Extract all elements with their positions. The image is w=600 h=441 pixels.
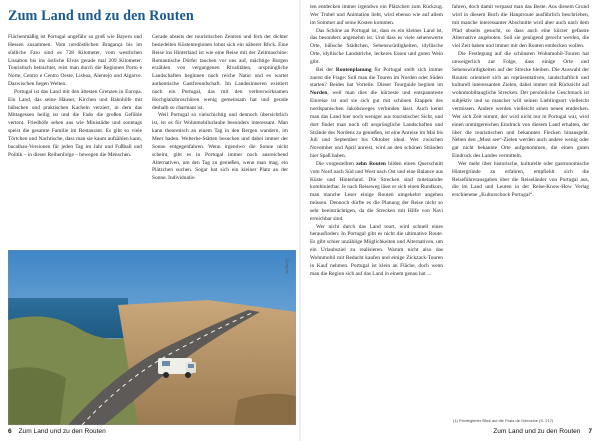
paragraph: ten entdecken immer irgendwo ein Plätzchen zum Rückzug. Wer Trubel und Animation liebt, wird ebenso wie auf allem im Sommer auf seine Kosten kommen. <box>310 4 443 26</box>
running-head-left: Zum Land und zu den Routen <box>18 428 106 435</box>
paragraph: Wer mehr über historische, kulturelle oder gastronomische Hintergründe zu erfahren, empfiehlt sich die Reiseführerausgaben über die Reiseländer von Portugal aus, die im Land und Leuten in der Reise-Know-How Verlag erschienene „Kulturschock Portugal“. <box>452 160 589 199</box>
paragraph: Gerade abseits der touristischen Zentren und fern der dichter besiedelten Küstenregionen lohnt sich ein näherer Blick. Eine Reise ins Hinterland ist wie eine Reise mit der Zeitmaschine: Romantische Dörfer tauchen vor uns auf, mächtige Burgen erzählen von vergangenen Rivalitäten, ursprüngliche Landschaften beginnen noch reiche Natur und es wartet authentische Gastfreundschaft. Im Landesinneren existiert noch ein Portugal, das mit den verbrerwirksamen Hochglanzbroschüren wenig gemeinsam hat und gerade deshalb so charmant ist. <box>152 34 288 111</box>
paragraph: Wer nicht durch das Land tourt, wird schnell eines herausfinden: In Portugal gibt es nicht die ultimative Route. Es gibt schier unzählige Möglichkeiten und Alternativen, um ein Urlaubsziel zu realisieren. Warum nicht also das Wohnmobil mit Bedacht kaufen und einige Zickzack-Touren in Kauf nehmen. Portugal ist klein an Fläche, doch wenn man die Region sich auf das Land in einem genau hat ... <box>310 223 443 277</box>
right-page <box>300 0 600 441</box>
right-column-2 <box>452 4 589 316</box>
bold-term: zehn Routen <box>356 160 386 167</box>
coastal-road-photo <box>8 250 296 425</box>
left-column-1 <box>8 34 142 266</box>
paragraph: Bei der Routenplanung für Portugal stellt sich immer zuerst die Frage: Soll man die Touren im Norden oder Süden starten? Beides hat Vorteile. Dieser Tourguide beginnt im Norden, weil man dies die kürzeste und entspannteste Einreise ist und sie sich gut mit schönen Etappen des nordspanischen Jakobsweges verbinden lässt. Auch kennt man das Land hier noch weniger aus touristischer Sicht, und dort findet man noch oft ursprüngliche Landschaften und Strände des Nordens zu genießen, ist eine Anreise im Mai bis Juli und September bis Oktober ideal. Wer zwischen November und April anreist, wird an den schönen Stränden hier Spaß haben. <box>310 66 443 160</box>
bold-term: Norden <box>310 90 328 97</box>
photo-caption: (1) Privilegierter Blick auf die Praia de Odeceixe (S. 217) <box>453 418 554 423</box>
page-number-left: 6 <box>8 428 12 435</box>
right-column-1 <box>310 4 443 420</box>
running-head-right: Zum Land und zu den Routen <box>493 428 581 435</box>
paragraph: Weil Portugal so vielschichtig und dennoch übersichtlich ist, ist es für Wohnmobilurlaube besonders interessant. Man kann theoretisch an einem Tag in den Bergen wandern, im Meer baden. Welterbe-Stätten besuchen und dabei immer der Sonne entgegenfahren. Wenn irgendwo die Sonne nicht scheint, gibt es in Portugal immer noch ausreichend Alternativen, um den Tag zu genießen, wenn man mag, ein Plätzchen suchen. Sogar hat sich ein kleiner Platz an der Sonne. Individualis- <box>152 112 288 182</box>
left-column-2 <box>152 34 288 266</box>
paragraph: Die Festlegung auf die schönsten Wohnmobil-Touren hat unweigerlich zur Folge, dass einige Orte und Sehenswürdigkeiten auf der Strecke bleiben. Die Auswahl der Routen orientiert sich an repräsentativen, landschaftlich und kulturell interessanten Zielen, dabei immer mit Rücksicht auf wohnmobiltaugliche Strecken. Der persönliche Geschmack ist subjektiv und so mancher will seinen Lieblingsort vielleicht vermissen. Andere werden vielleicht einen neuen entdecken. Wer sich Zeit nimmt, der wird nicht nur in Portugal war, wird einen unmitgereichen Eindruck von diesem Land erhalten, der über die touristischen und bekannten Flecken hinausgeht. Neben den „Must see“-Zielen werden auch andere wenig oder gar nicht bekannte Orte aufgenommen, die einen guten Eindruck des Landes vermitteln. <box>452 51 589 160</box>
photo-illustration <box>8 250 296 425</box>
paragraph: Portugal ist das Land mit den ältesten Grenzen in Europa. Ein Land, das seine Häuser, Kirchen und Bahnhöfe mit hübschen und praktischen Kacheln verziert, in dem das Mittagessen heilig ist und die Fado die großen Gefühle vertont. Friedhöfe sehen aus wie Ministädte und sonntags speist die gesamte Familie im Restaurant. Es gibt so viele Törtchen und Nachtische, dass man sie kaum aufzählen kann, bacalhau-Versionen für jeden Tag im Jahr und Fußball und Politik – in dieser Reihenfolge – bewegen die Menschen. <box>8 88 142 158</box>
photo-credit: (1) ptg-pd <box>285 258 289 274</box>
paragraph: Flächenmäßig ist Portugal ungefähr so groß wie Bayern und Hessen zusammen. Vom nordöstlichen Bragança bis im südliche Faro sind es 728 Kilometer, vom westlichen Lissabon bis ins östliche Elvas gerade mal 209 Kilometer. Touristisch betrachtet, reist man durch die Regionen Porto e Norte, Centro e Centro Oeste, Lisboa, Alentejo und Algarve. Dazwischen liegen Welten. <box>8 34 142 88</box>
footer-left <box>8 428 106 435</box>
paragraph: fahren, doch damit verpasst man das Beste. Aus diesem Grund wird in diesem Buch die Hauptroute ausführlich beschrieben, mit manche interessanter Abschnitte wird aber auch nach dem Pfad abseits gesucht, so dass auch eine kürzer gefasste Alternative angeboten. Soll sie genügend gerecht werden, die viel Zeit haben und immer mit den Routen entdecken wollen. <box>452 4 589 50</box>
bold-term: Routenplanung <box>335 66 372 73</box>
paragraph: Die vorgestellten zehn Routen bilden einen Querschnitt vom Nord nach Süd und West nach Ost und eine Balance aus Küste und Hinterland. Die Strecken sind miteinander kombinierbar. Je nach Reiseweg lässt er sich einen Rundkurs, man manche Leser einige Routen umgekehrt angehen müssen. Dennoch dürfte es die Planung der Reise nicht so sehr beeinträchtigen, da die Strecken mit Hilfe von Navi erreichbar sind. <box>310 160 443 222</box>
page-number-right: 7 <box>588 428 592 435</box>
footer-right <box>493 428 592 435</box>
paragraph: Das Schöne an Portugal ist, dass es ein kleines Land ist, das besonders angenehm ist. Und dass es viele sehenswerte Orte, hübsche Städtchen, Sehenswürdigkeiten, idyllische Orte, idyllische Landstriche, leckeres Essen und guten Wein gibt. <box>310 27 443 65</box>
page-heading: Zum Land und zu den Routen <box>8 8 194 24</box>
